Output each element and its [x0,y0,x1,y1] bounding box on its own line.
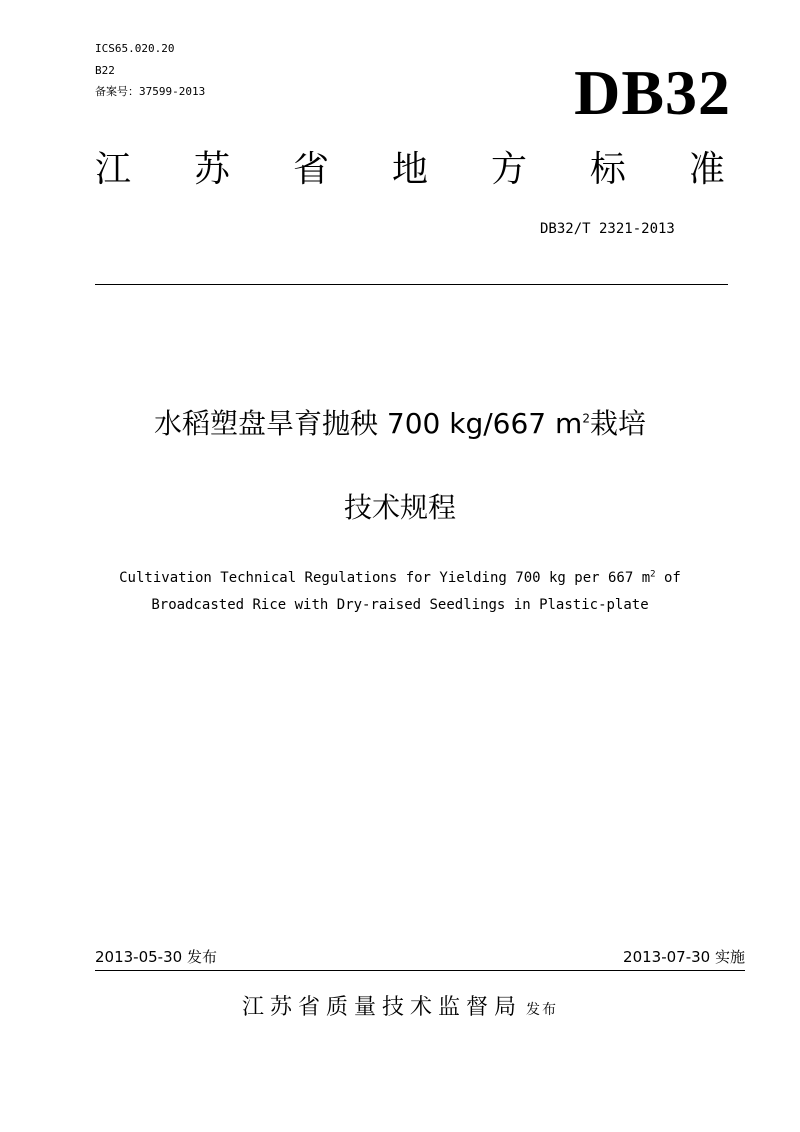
db32-logo: DB32 [574,57,731,128]
ccs-code: B22 [95,64,115,77]
standard-name-char: 标 [589,149,626,190]
title-en-superscript: 2 [650,569,656,580]
standard-name-char: 苏 [193,149,230,190]
title-en-main: Cultivation Technical Regulations for Yielding 700 kg per 667 m [119,570,651,586]
record-number: 备案号：37599-2013 [95,85,206,98]
title-cn-main: 水稻塑盘旱育抛秧 700 kg/667 m [154,407,583,440]
issuer-name: 江苏省质量技术监督局 [241,995,522,1020]
title-cn-line2: 技术规程 [343,491,456,524]
title-cn-superscript: 2 [582,411,590,426]
header-divider [95,284,728,285]
ics-code: ICS65.020.20 [95,42,175,55]
issuer [0,990,800,1021]
title-en-line2: Broadcasted Rice with Dry-raised Seedlings in Plastic-plate [151,597,649,613]
standard-name-char: 准 [688,149,725,190]
issuer-action: 发布 [526,1002,558,1018]
title-cn-line1 [0,406,800,442]
standard-name-char: 方 [490,149,527,190]
standard-name-char: 地 [391,149,428,190]
implement-date: 2013-07-30 实施 [623,948,745,966]
standard-name-char: 省 [292,149,329,190]
title-cn-tail: 栽培 [589,407,646,440]
standard-name [95,148,725,192]
issue-date: 2013-05-30 发布 [95,948,217,966]
title-en-tail: of [655,570,681,586]
footer-divider [95,970,745,971]
standard-name-char: 江 [95,149,132,190]
standard-number: DB32/T 2321-2013 [540,221,675,237]
title-en-line1 [0,565,800,591]
